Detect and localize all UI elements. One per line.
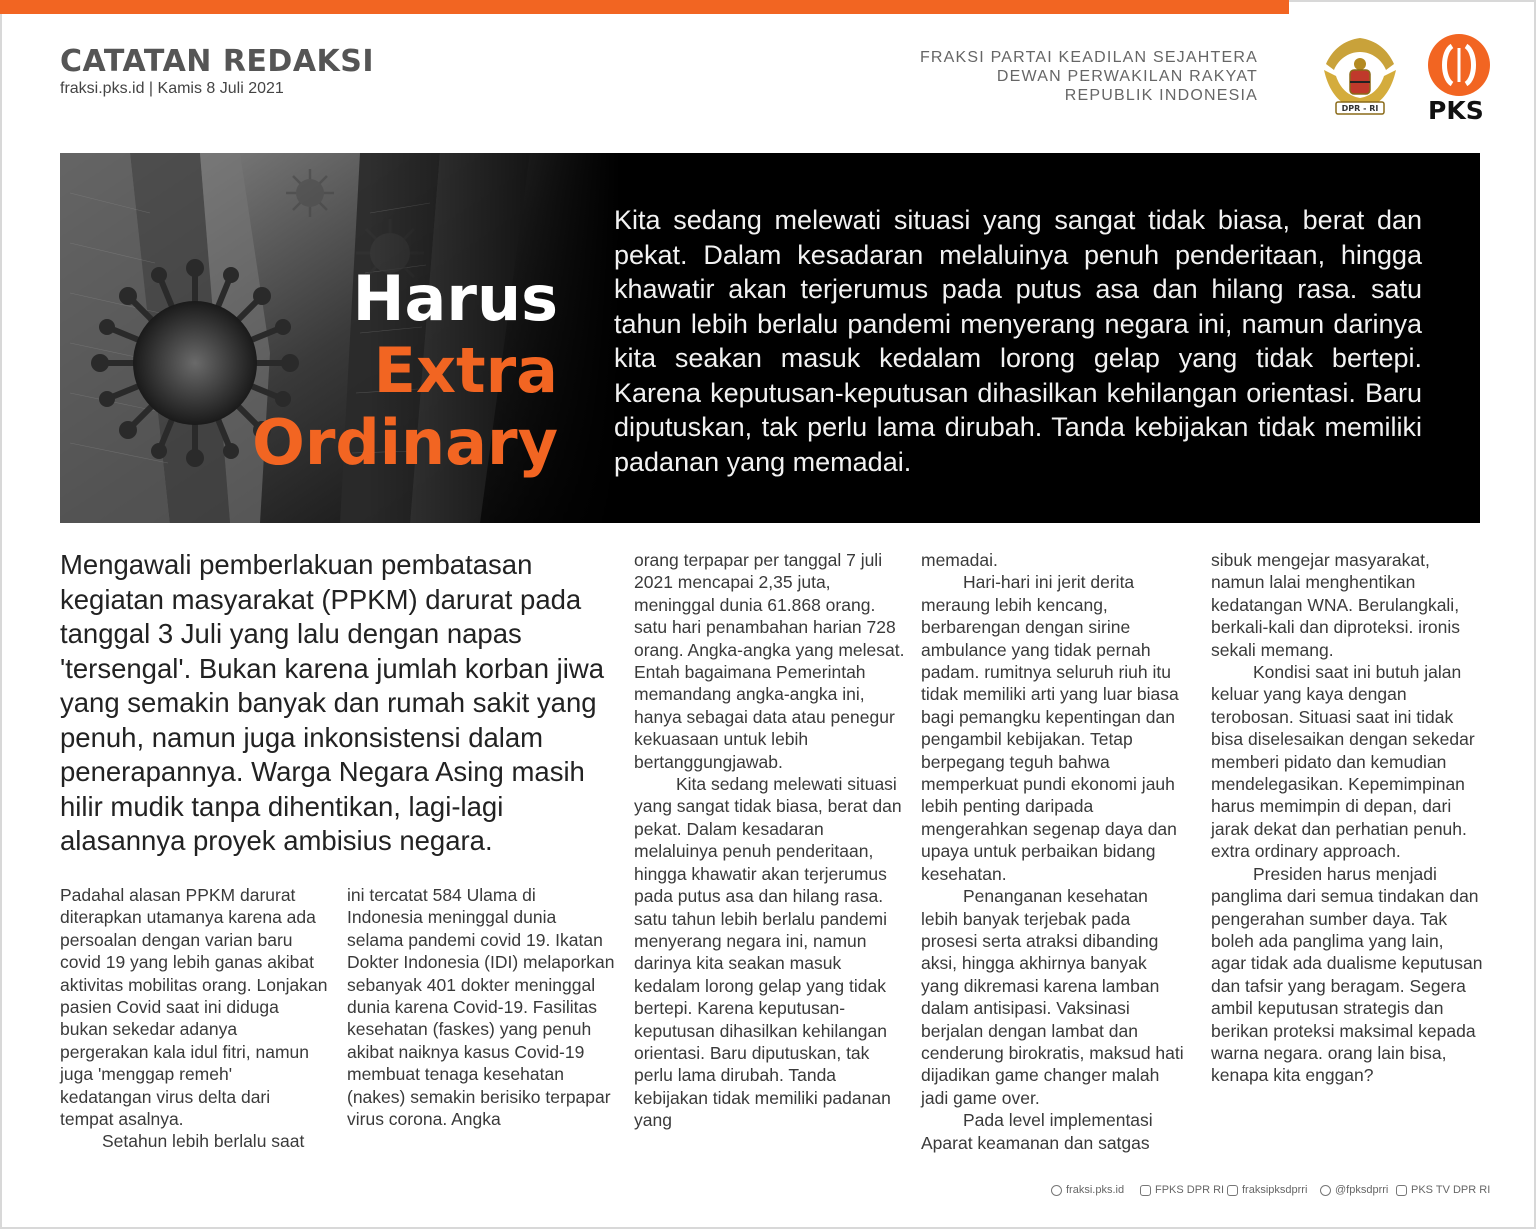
footer-facebook[interactable] bbox=[1140, 1184, 1224, 1196]
headline-line-2: Extra bbox=[373, 334, 558, 407]
footer-youtube[interactable] bbox=[1396, 1184, 1490, 1196]
paragraph: Setahun lebih berlalu saat bbox=[102, 1131, 305, 1152]
headline-line-3: Ordinary bbox=[252, 406, 558, 479]
article-column-4 bbox=[921, 549, 1189, 1154]
footer-label: fraksi.pks.id bbox=[1066, 1184, 1125, 1196]
org-line: REPUBLIK INDONESIA bbox=[1064, 87, 1258, 104]
footer-website[interactable] bbox=[1051, 1184, 1124, 1196]
accent-top-bar bbox=[0, 0, 1289, 14]
pks-logo-text: PKS bbox=[1428, 96, 1484, 125]
paragraph: Padahal alasan PPKM darurat diterapkan utamanya karena ada persoalan dengan varian baru covid 19 yang lebih ganas akibat aktivitas mobilitas orang. Lonjakan pasien Covid saat ini diduga bukan sekedar adanya pergerakan kala idul fitri, namun juga 'menggap remeh' kedatangan virus delta dari tempat asalnya. bbox=[60, 885, 328, 1130]
source-date: fraksi.pks.id | Kamis 8 Juli 2021 bbox=[60, 80, 284, 97]
twitter-icon bbox=[1320, 1185, 1331, 1196]
org-line: FRAKSI PARTAI KEADILAN SEJAHTERA bbox=[919, 49, 1258, 66]
article-column-2 bbox=[347, 884, 615, 1130]
paragraph: Hari-hari ini jerit derita meraung lebih kencang, berbarengan dengan sirine ambulance yang tidak pernah padam. rumitnya seluruh riuh itu tidak memiliki arti yang luar biasa bagi pemangku kepentingan dan pengambil kebijakan. Tetap berpegang teguh bahwa memperkuat pundi ekonomi jauh lebih penting daripada mengerahkan segenap daya dan upaya untuk perbaikan bidang kesehatan. bbox=[921, 572, 1179, 884]
lead-paragraph: Mengawali pemberlakuan pembatasan kegiatan masyarakat (PPKM) darurat pada tanggal 3 Juli yang lalu dengan napas 'tersengal'. Bukan karena jumlah korban jiwa yang semakin banyak dan rumah sakit yang penuh, namun juga inkonsistensi dalam penerapannya. Warga Negara Asing masih hilir mudik tanpa dihentikan, lagi-lagi alasannya proyek ambisius negara. bbox=[60, 549, 604, 856]
paragraph: memadai. bbox=[921, 550, 998, 570]
paragraph: Kita sedang melewati situasi yang sangat tidak biasa, berat dan pekat. Dalam kesadaran melaluinya penuh penderitaan, hingga khawatir akan terjerumus pada putus asa dan hilang rasa. satu tahun lebih berlalu pandemi menyerang negara ini, namun darinya kita seakan masuk kedalam lorong gelap yang tidak bertepi. Karena keputusan-keputusan dihasilkan kehilangan orientasi. Baru diputuskan, tak perlu lama dirubah. Tanda kebijakan tidak memiliki padanan yang bbox=[634, 774, 902, 1131]
footer-label: fraksipksdprri bbox=[1242, 1184, 1308, 1196]
hero-banner bbox=[60, 153, 1480, 523]
footer-label: @fpksdprri bbox=[1335, 1184, 1389, 1196]
article-column-1 bbox=[60, 884, 328, 1153]
article-column-5 bbox=[1211, 549, 1483, 1087]
paragraph: orang terpapar per tanggal 7 juli 2021 mencapai 2,35 juta, meninggal dunia 61.868 orang. satu hari penambahan harian 728 orang. Angka-angka yang melesat. Entah bagaimana Pemerintah memandang angka-angka ini, hanya sebagai data atau penegur kekuasaan untuk lebih bertanggungjawab. bbox=[634, 550, 905, 772]
dpr-logo-label: DPR - RI bbox=[1341, 104, 1379, 113]
article-column-3 bbox=[634, 549, 906, 1132]
headline bbox=[252, 263, 558, 479]
footer-twitter[interactable] bbox=[1320, 1184, 1388, 1196]
paragraph: Penanganan kesehatan lebih banyak terjebak pada prosesi serta atraksi dibanding aksi, hingga akhirnya banyak yang dikremasi karena lamban dalam antisipasi. Vaksinasi berjalan dengan lambat dan cenderung birokratis, maksud hati dijadikan game changer malah jadi game over. bbox=[921, 886, 1184, 1108]
facebook-icon bbox=[1140, 1185, 1151, 1196]
banner-quote: Kita sedang melewati situasi yang sangat tidak biasa, berat dan pekat. Dalam kesadaran melaluinya penuh penderitaan, hingga khawatir akan terjerumus pada putus asa dan hilang rasa. satu tahun lebih berlalu pandemi menyerang negara ini, namun darinya kita seakan masuk kedalam lorong gelap yang tidak bertepi. Karena keputusan-keputusan dihasilkan kehilangan orientasi. Baru diputuskan, tak perlu lama dirubah. Tanda kebijakan tidak memiliki padanan yang memadai. bbox=[614, 205, 1422, 477]
instagram-icon bbox=[1227, 1185, 1238, 1196]
paragraph: Presiden harus menjadi panglima dari semua tindakan dan pengerahan sumber daya. Tak boleh ada panglima yang lain, agar tidak ada dualisme keputusan dan tafsir yang beragam. Segera ambil keputusan strategis dan berikan proteksi maksimal kepada warna negara. orang lain bisa, kenapa kita enggan? bbox=[1211, 863, 1483, 1086]
globe-icon bbox=[1051, 1185, 1062, 1196]
paragraph: Pada level implementasi Aparat keamanan dan satgas bbox=[921, 1110, 1153, 1153]
headline-line-1: Harus bbox=[352, 262, 558, 335]
paragraph: Kondisi saat ini butuh jalan keluar yang kaya dengan terobosan. Situasi saat ini tidak bisa diselesaikan dengan sekedar memberi pidato dan kemudian mendelegasikan. Kepemimpinan harus memimpin di depan, dari jarak dekat dan perhatian penuh. extra ordinary approach. bbox=[1211, 662, 1475, 862]
footer-label: FPKS DPR RI bbox=[1155, 1184, 1225, 1196]
org-line: DEWAN PERWAKILAN RAKYAT bbox=[996, 68, 1258, 85]
section-title: CATATAN REDAKSI bbox=[60, 44, 375, 79]
dpr-emblem-logo bbox=[1314, 30, 1406, 122]
organization-name bbox=[920, 48, 1258, 105]
footer-label: PKS TV DPR RI bbox=[1411, 1184, 1491, 1196]
paragraph: sibuk mengejar masyarakat, namun lalai menghentikan kedatangan WNA. Berulangkali, berkali-kali dan diproteksi. ironis sekali memang. bbox=[1211, 550, 1460, 660]
youtube-icon bbox=[1396, 1185, 1407, 1196]
footer-instagram[interactable] bbox=[1227, 1184, 1307, 1196]
paragraph: ini tercatat 584 Ulama di Indonesia meninggal dunia selama pandemi covid 19. Ikatan Dokter Indonesia (IDI) melaporkan sebanyak 401 dokter meninggal dunia karena Covid-19. Fasilitas kesehatan (faskes) yang penuh akibat naiknya kasus Covid-19 membuat tenaga kesehatan (nakes) semakin berisiko terpapar virus corona. Angka bbox=[347, 885, 615, 1130]
